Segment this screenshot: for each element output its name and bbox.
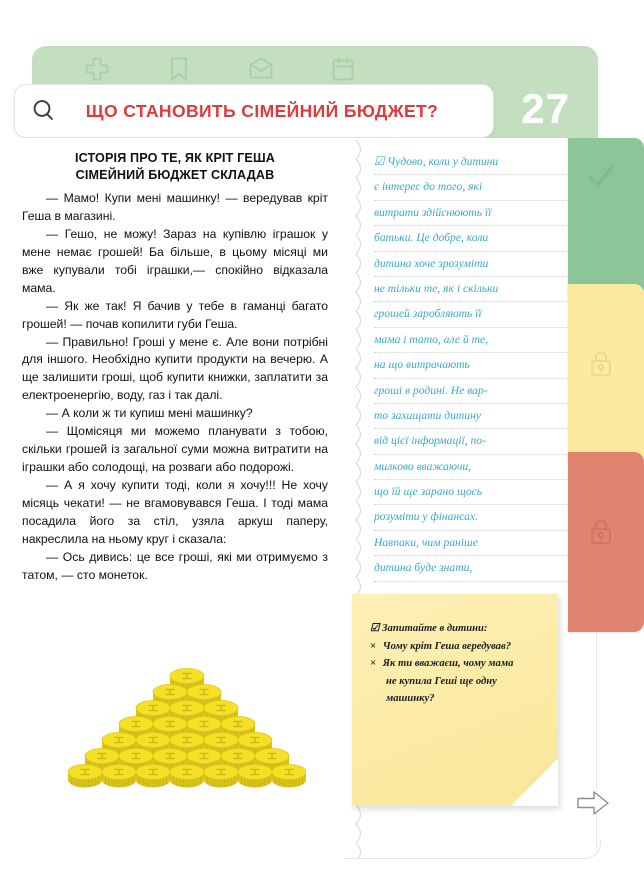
story-heading-line-1: ІСТОРІЯ ПРО ТЕ, ЯК КРІТ ГЕША	[74, 151, 276, 165]
calendar-icon[interactable]	[330, 56, 356, 82]
coin	[272, 765, 306, 788]
note-line: то захищати дитину	[374, 404, 570, 429]
story-paragraph: — А я хочу купити тоді, коли я хочу!!! Не хочу місяць чекати! — не вгамовувався Геша. І тоді мама посадила його за стіл, узяла аркуш паперу, накреслила на ньому круг і сказала:	[22, 478, 328, 546]
story-paragraph: — Правильно! Гроші у мене є. Але вони потрібні для іншого. Необхідно купити продукти на вечерю. А ще залишити гроші, щоб купити книжки, заплатити за електроенергію, воду, газ і так далі.	[22, 334, 328, 403]
page-title: ЩО СТАНОВИТЬ СІМЕЙНИЙ БЮДЖЕТ?	[85, 100, 439, 121]
sticky-note-body	[352, 594, 558, 708]
sticky-note-item: машинку?	[386, 693, 435, 704]
coin	[68, 765, 102, 788]
story-paragraph: — Ось дивись: це все гроші, які ми отримуємо з татом, — сто монеток.	[22, 549, 328, 582]
note-line: милково вважаючи,	[374, 455, 570, 480]
note-line: є інтерес до того, які	[374, 175, 570, 200]
tab-check[interactable]	[568, 138, 644, 298]
note-line: грошей заробляють її	[374, 302, 570, 327]
note-line: на що витрачають	[374, 353, 570, 378]
note-line: витрати здійснюють її	[374, 201, 570, 226]
title-search-bar[interactable]	[14, 84, 494, 138]
lock-icon	[586, 348, 616, 378]
note-line: не тільки те, як і скільки	[374, 277, 570, 302]
bookmark-icon[interactable]	[166, 56, 192, 82]
note-line	[374, 582, 570, 586]
story-paragraph: — Як же так! Я бачив у тебе в гаманці багато грошей! — почав копилити губи Геша.	[22, 298, 328, 331]
note-line: дитина буде знати,	[374, 556, 570, 581]
bullet-icon: ×	[370, 658, 379, 669]
card-bottom-edge	[344, 840, 601, 859]
coin-pyramid-illustration	[62, 662, 312, 792]
note-line: ☑ Чудово, коли у дитини	[374, 150, 570, 175]
lock-icon	[586, 516, 616, 546]
note-line: батьки. Це добре, коли	[374, 226, 570, 251]
handwritten-notes-panel	[374, 150, 570, 586]
story-paragraph: — Щомісяця ми можемо планувати з тобою, скільки грошей із загальної суми можна витратити на іграшки або солодощі, на розваги або подорожі.	[22, 424, 328, 475]
sticky-note-curl	[512, 760, 558, 806]
search-icon[interactable]	[31, 98, 57, 124]
note-line: від цієї інформації, по-	[374, 429, 570, 454]
note-line: розуміти у фінансах.	[374, 505, 570, 530]
coin	[238, 765, 272, 788]
sticky-note-item: × Як ти вважаєш, чому мама	[370, 658, 514, 669]
tab-lock-1[interactable]	[568, 284, 644, 464]
story-paragraph: — Мамо! Купи мені машинку! — вередував кріт Геша в магазині.	[22, 191, 328, 223]
story-column	[22, 150, 328, 585]
note-line: дитина хоче зрозуміти	[374, 252, 570, 277]
coin	[102, 765, 136, 788]
note-line: мама і тато, але й те,	[374, 328, 570, 353]
header-icon-row	[84, 56, 356, 82]
check-icon	[586, 160, 616, 190]
note-line: що їй ще зарано щось	[374, 480, 570, 505]
coin	[170, 765, 204, 788]
story-heading-line-2: СІМЕЙНИЙ БЮДЖЕТ СКЛАДАВ	[75, 168, 275, 182]
tab-lock-2[interactable]	[568, 452, 644, 632]
next-page-arrow-icon[interactable]	[576, 788, 610, 818]
sticky-note	[352, 594, 558, 806]
story-paragraph: — Гешо, не можу! Зараз на купівлю іграшок у мене немає грошей! Ба більше, в цьому місяці ми вже купували тобі іграшки,— спокійно відказала мама.	[22, 226, 328, 295]
sticky-note-item: × Чому кріт Геша вередував?	[370, 640, 512, 652]
sticky-note-heading: ☑ Запитайте в дитини:	[370, 623, 488, 634]
page-number: 27	[521, 85, 570, 132]
note-line: гроші в родині. Не вар-	[374, 379, 570, 404]
plus-icon[interactable]	[84, 56, 110, 82]
story-heading	[22, 150, 328, 184]
bullet-icon: ×	[370, 640, 379, 652]
coin	[136, 765, 170, 788]
envelope-icon[interactable]	[248, 56, 274, 82]
coin	[204, 765, 238, 788]
sticky-note-item: не купила Геші ще одну	[386, 675, 497, 687]
story-paragraph: — А коли ж ти купиш мені машинку?	[46, 406, 253, 421]
note-line: Навпаки, чим раніше	[374, 531, 570, 556]
